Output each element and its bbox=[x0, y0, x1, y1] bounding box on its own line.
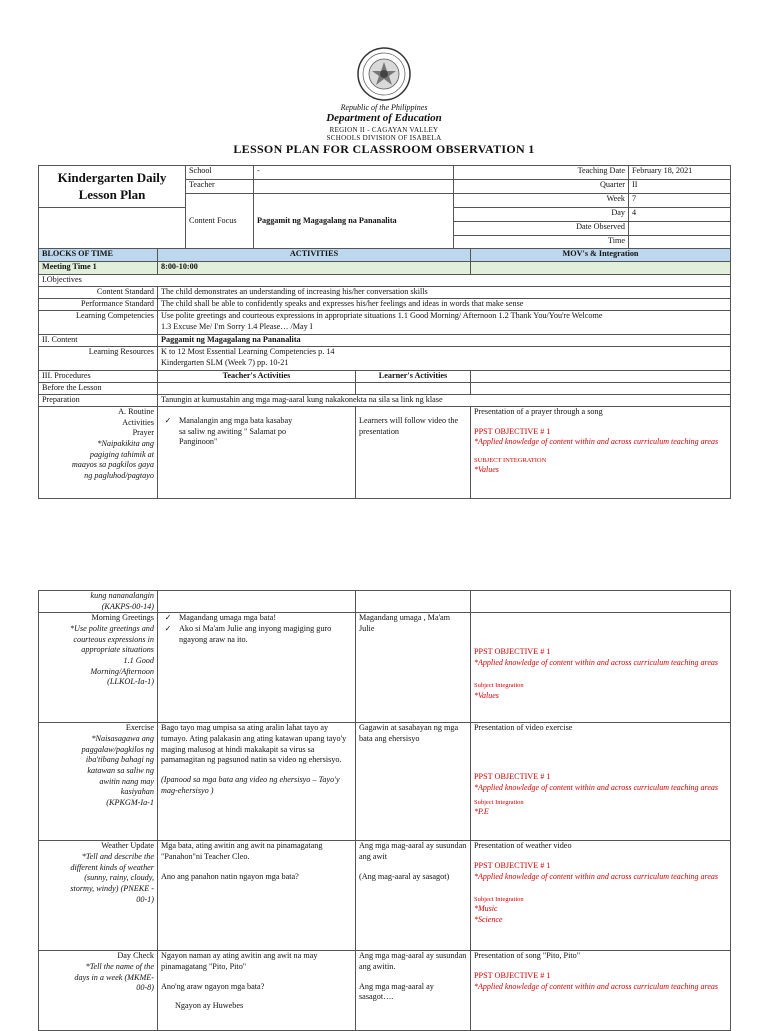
week-label: Week bbox=[454, 194, 629, 208]
school-label: School bbox=[186, 166, 254, 180]
teaching-date-label: Teaching Date bbox=[454, 166, 629, 180]
activities-table-2 bbox=[38, 590, 731, 1031]
preparation-label: Preparation bbox=[39, 395, 158, 407]
content-standard-label: Content Standard bbox=[39, 287, 158, 299]
content-focus-label: Content Focus bbox=[186, 194, 254, 250]
teaching-date-value: February 18, 2021 bbox=[629, 166, 731, 180]
morning-greetings-learner: Magandang umaga , Ma'am Julie bbox=[356, 613, 471, 723]
teacher-label: Teacher bbox=[186, 180, 254, 194]
morning-greetings-cell: Morning Greetings *Use polite greetings and courteous expressions in appropriate situations 1.1 Good Morning/Afternoon (LLKOL-Ia-1) bbox=[39, 613, 158, 723]
content-value: Paggamit ng Magagalang na Pananalita bbox=[158, 335, 731, 347]
week-value: 7 bbox=[629, 194, 731, 208]
morning-greetings-teacher: ✓ Magandang umaga mga bata! ✓ Ako si Ma'am Julie ang inyong magiging guro ngayong araw na ito. bbox=[158, 613, 356, 723]
date-observed-label: Date Observed bbox=[454, 222, 629, 236]
meeting-time-blank bbox=[471, 262, 731, 275]
meeting-time-label: Meeting Time 1 bbox=[39, 262, 158, 275]
content-focus-value: Paggamit ng Magagalang na Pananalita bbox=[254, 194, 454, 250]
exercise-mov: Presentation of video exercise PPST OBJECTIVE # 1 *Applied knowledge of content within and across curriculum teaching areas Subject Integration *P.E bbox=[471, 723, 731, 841]
kakps-cell: kung nananalangin (KAKPS-00-14) bbox=[39, 591, 158, 613]
activities-table-1 bbox=[38, 248, 731, 499]
procedures-blank bbox=[471, 371, 731, 383]
morning-greetings-mov: PPST OBJECTIVE # 1 *Applied knowledge of content within and across curriculum teaching areas Subject Integration *Values bbox=[471, 613, 731, 723]
info-table bbox=[38, 165, 731, 250]
school-value: - bbox=[254, 166, 454, 180]
content-label: II. Content bbox=[39, 335, 158, 347]
day-check-cell: Day Check *Tell the name of the days in a week (MKME- 00-8) bbox=[39, 951, 158, 1031]
learner-activities-header: Learner's Activities bbox=[356, 371, 471, 383]
region-text: REGION II - CAGAYAN VALLEY bbox=[329, 126, 439, 134]
weather-update-mov: Presentation of weather video PPST OBJECTIVE # 1 *Applied knowledge of content within and across curriculum teaching areas Subject Integration *Music *Science bbox=[471, 841, 731, 951]
deped-seal-icon bbox=[356, 46, 412, 102]
check-icon: ✓ bbox=[164, 613, 172, 623]
quarter-label: Quarter bbox=[454, 180, 629, 194]
learning-competencies-value: Use polite greetings and courteous expressions in appropriate situations 1.1 Good Morning/ Afternoon 1.2 Thank You/You're Welcome 1.3 Excuse Me/ I'm Sorry 1.4 Please… /May I bbox=[158, 311, 731, 335]
content-standard-value: The child demonstrates an understanding of increasing his/her conversation skills bbox=[158, 287, 731, 299]
teacher-value bbox=[254, 180, 454, 194]
header-activities: ACTIVITIES bbox=[158, 249, 471, 262]
performance-standard-label: Performance Standard bbox=[39, 299, 158, 311]
day-check-learner: Ang mga mag-aaral ay susundan ang awitin. Ang mga mag-aaral ay sasagot…. bbox=[356, 951, 471, 1031]
preparation-value: Tanungin at kumustahin ang mga mag-aaral kung nakakonekta na sila sa link ng klase bbox=[158, 395, 731, 407]
learning-competencies-label: Learning Competencies bbox=[39, 311, 158, 335]
learning-resources-label: Learning Resources bbox=[39, 347, 158, 371]
before-lesson-label: Before the Lesson bbox=[39, 383, 158, 395]
header-blocks-of-time: BLOCKS OF TIME bbox=[39, 249, 158, 262]
weather-update-learner: Ang mga mag-aaral ay susundan ang awit (Ang mag-aaral ay sasagot) bbox=[356, 841, 471, 951]
check-icon: ✓ bbox=[164, 623, 172, 633]
objectives-label: I.Objectives bbox=[39, 275, 731, 287]
routine-activities-cell: A. Routine Activities Prayer *Naipakikita ang pagiging tahimik at maayos sa pagkilos gaya ng pagluhod/pagtayo bbox=[39, 407, 158, 499]
republic-text: Republic of the Philippines bbox=[340, 103, 428, 112]
prayer-teacher-activity: ✓ Manalangin ang mga bata kasabay sa saliw ng awiting " Salamat po Panginoon" bbox=[158, 407, 356, 499]
exercise-teacher: Bago tayo mag umpisa sa ating aralin lahat tayo ay tumayo. Ating palakasin ang ating katawan upang tayo'y maging malusog at hindi makakapit sa virus sa pamamagitan ng pagsunod natin sa video ng ehersisyo. (Ipanood sa mga bata ang video ng ehersisyo – Tayo'y mag-ehersisyo ) bbox=[158, 723, 356, 841]
quarter-value: II bbox=[629, 180, 731, 194]
day-check-teacher: Ngayon naman ay ating awitin ang awit na may pinamagatang "Pito, Pito" Ano'ng araw ngayon mga bata? Ngayon ay Huwebes bbox=[158, 951, 356, 1031]
kdl-title: Kindergarten Daily Lesson Plan bbox=[39, 166, 186, 208]
exercise-cell: Exercise *Naisasagawa ang paggalaw/pagkilos ng iba'tibang bahagi ng katawan sa saliw ng awitin nang may kasiyahan (KPKGM-Ia-1 bbox=[39, 723, 158, 841]
division-text: SCHOOLS DIVISION OF ISABELA bbox=[326, 134, 442, 142]
day-value: 4 bbox=[629, 208, 731, 222]
time-label: Time bbox=[454, 236, 629, 250]
prayer-learner-activity: Learners will follow video the presentation bbox=[356, 407, 471, 499]
check-icon: ✓ bbox=[164, 416, 172, 425]
teacher-activities-header: Teacher's Activities bbox=[158, 371, 356, 383]
procedures-label: III. Procedures bbox=[39, 371, 158, 383]
department-text: Department of Education bbox=[326, 112, 442, 124]
learning-resources-value: K to 12 Most Essential Learning Competencies p. 14 Kindergarten SLM (Week 7) pp. 10-21 bbox=[158, 347, 731, 371]
day-check-mov: Presentation of song "Pito, Pito" PPST OBJECTIVE # 1 *Applied knowledge of content within and across curriculum teaching areas bbox=[471, 951, 731, 1031]
weather-update-teacher: Mga bata, ating awitin ang awit na pinamagatang "Panahon"ni Teacher Cleo. Ano ang panahon natin ngayon mga bata? bbox=[158, 841, 356, 951]
performance-standard-value: The child shall be able to confidently speaks and expresses his/her feelings and ideas in words that make sense bbox=[158, 299, 731, 311]
exercise-learner: Gagawin at sasabayan ng mga bata ang ehersisyo bbox=[356, 723, 471, 841]
weather-update-cell: Weather Update *Tell and describe the different kinds of weather (sunny, rainy, cloudy, stormy, windy) (PNEKE - 00-1) bbox=[39, 841, 158, 951]
header-movs: MOV's & Integration bbox=[471, 249, 731, 262]
kdl-cell-blank bbox=[39, 208, 186, 250]
date-observed-value bbox=[629, 222, 731, 236]
day-label: Day bbox=[454, 208, 629, 222]
prayer-mov: Presentation of a prayer through a song PPST OBJECTIVE # 1 *Applied knowledge of content within and across curriculum teaching areas SUBJECT INTEGRATION *Values bbox=[471, 407, 731, 499]
page-title: LESSON PLAN FOR CLASSROOM OBSERVATION 1 bbox=[233, 142, 535, 156]
meeting-time-value: 8:00-10:00 bbox=[158, 262, 471, 275]
